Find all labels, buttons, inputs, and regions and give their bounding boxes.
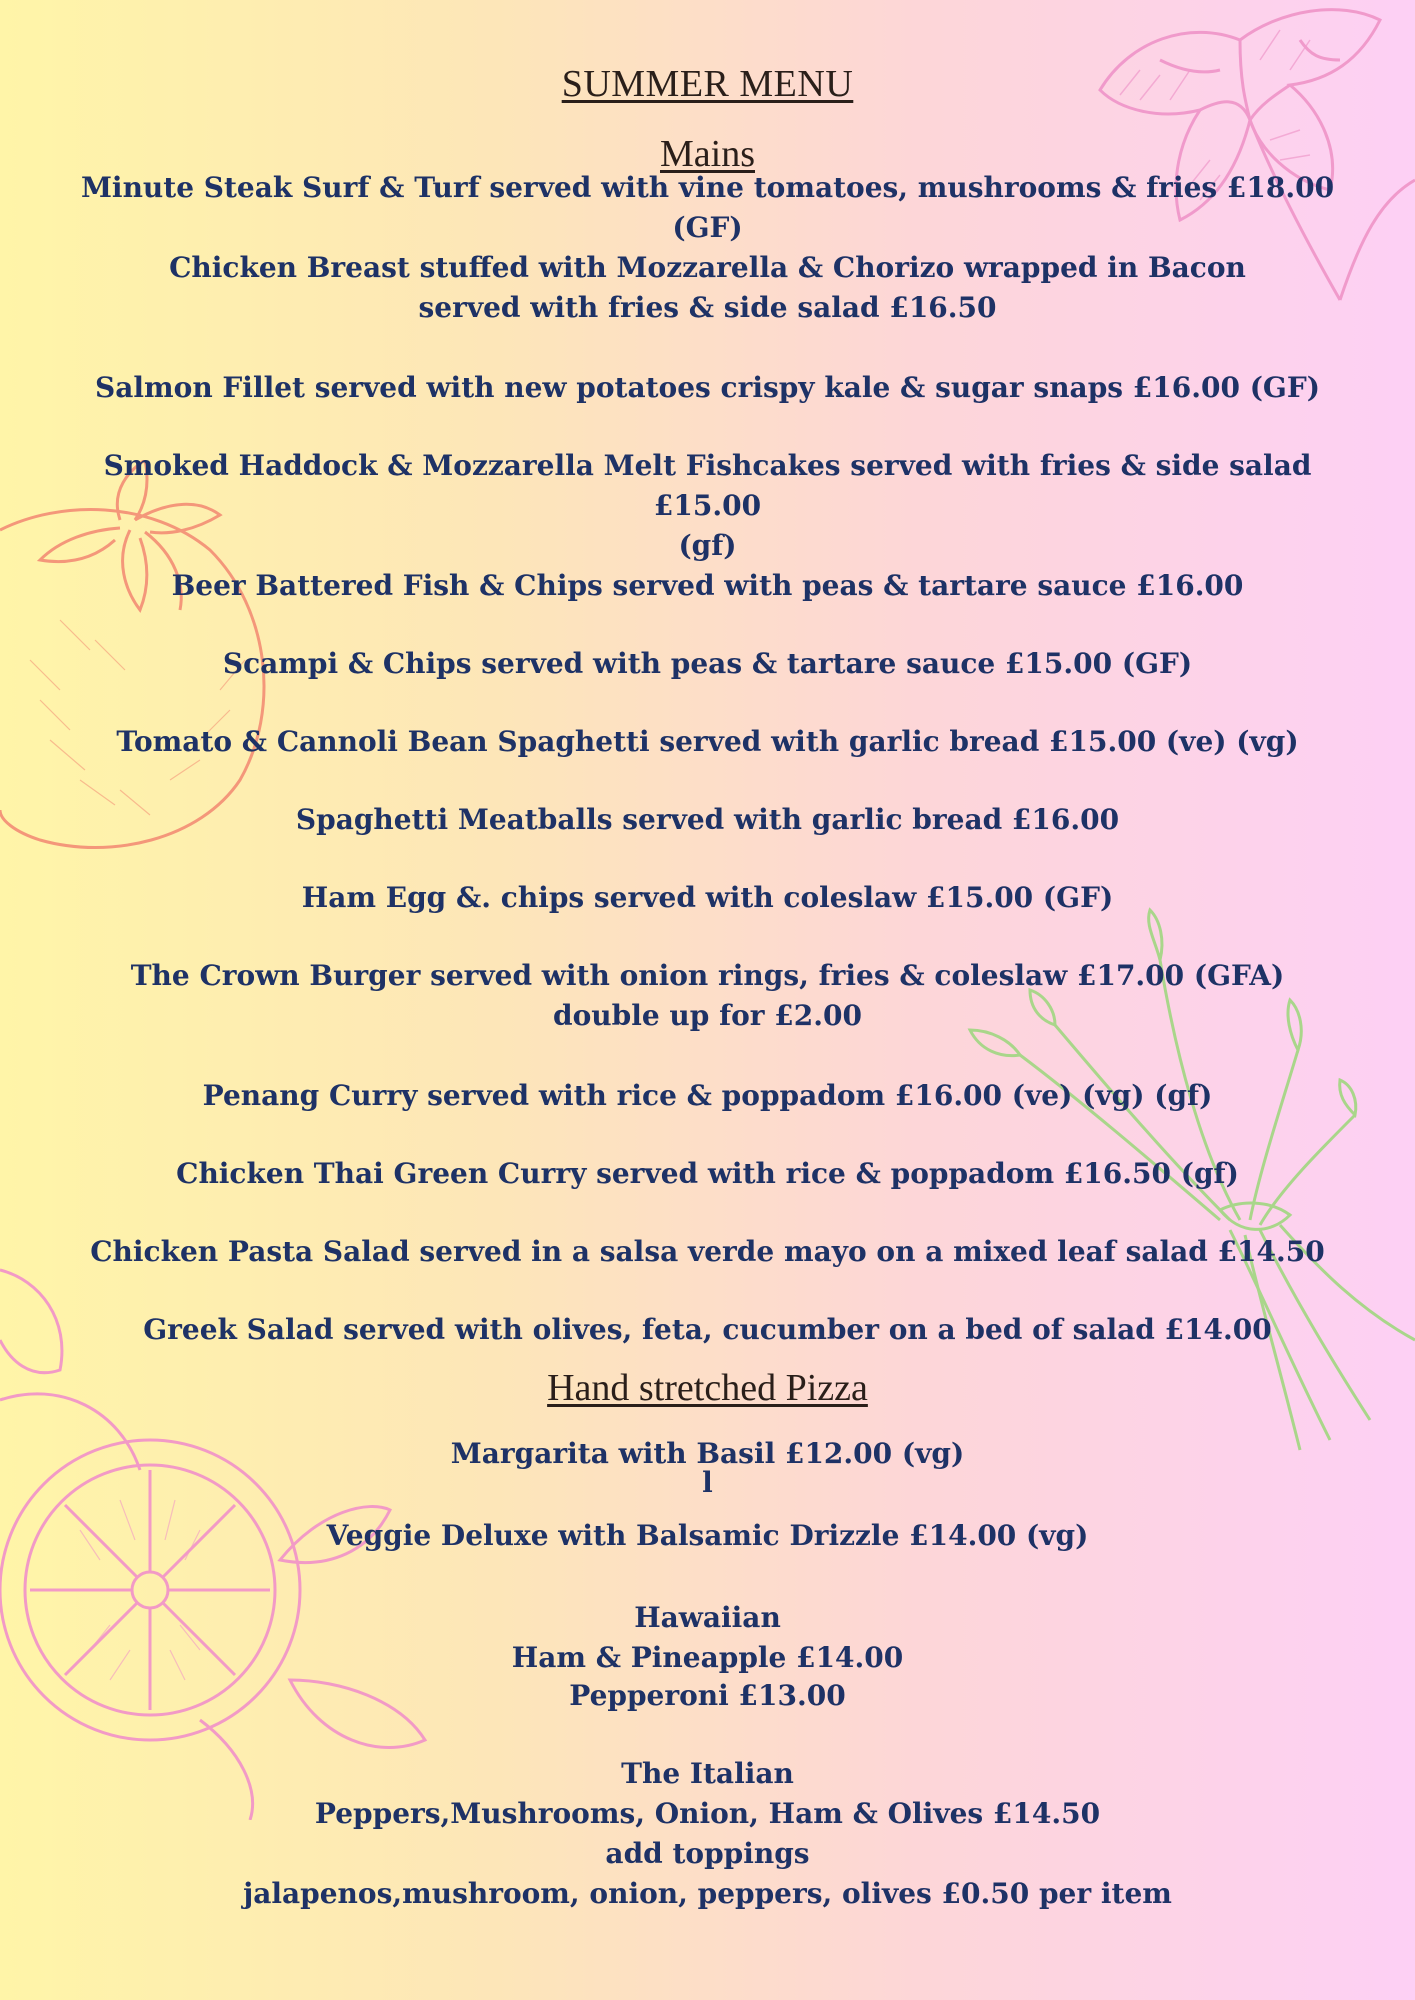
menu-item-line: Smoked Haddock & Mozzarella Melt Fishcakes served with fries & side salad £15.00	[103, 449, 1312, 522]
menu-item-line: Penang Curry served with rice & poppadom £16.00 (ve) (vg) (gf)	[202, 1079, 1213, 1112]
pizza-heading: Hand stretched Pizza	[547, 1367, 868, 1409]
menu-item-line: Salmon Fillet served with new potatoes crispy kale & sugar snaps £16.00 (GF)	[95, 371, 1320, 404]
menu-item-line: Chicken Thai Green Curry served with rice & poppadom £16.50 (gf)	[176, 1157, 1239, 1190]
menu-item	[60, 644, 1355, 684]
menu-item-line: Chicken Pasta Salad served in a salsa verde mayo on a mixed leaf salad £14.50	[90, 1235, 1325, 1268]
menu-item-line: Ham Egg &. chips served with coleslaw £15.00 (GF)	[301, 881, 1114, 914]
menu-item	[60, 566, 1355, 606]
pizza-item-line: Peppers,Mushrooms, Onion, Ham & Olives £14.50	[314, 1797, 1101, 1830]
menu-item	[60, 1154, 1355, 1194]
mains-heading: Mains	[660, 133, 755, 175]
pizza-item-line: jalapenos,mushroom, onion, peppers, olives £0.50 per item	[243, 1877, 1172, 1910]
pizza-item-line: l	[702, 1466, 713, 1499]
menu-item-line: (gf)	[678, 529, 737, 562]
menu-item-line: The Crown Burger served with onion rings, fries & coleslaw £17.00 (GFA)	[130, 959, 1285, 992]
menu-item	[60, 168, 1355, 248]
pizza-item	[60, 1434, 1355, 1499]
menu-item	[60, 1310, 1355, 1350]
menu-item	[60, 1232, 1355, 1272]
menu-item	[60, 248, 1355, 328]
menu-item-line: Spaghetti Meatballs served with garlic bread £16.00	[295, 803, 1120, 836]
pizza-item	[60, 1754, 1355, 1914]
pizza-item-line: The Italian	[621, 1757, 794, 1790]
pizza-item-line: Veggie Deluxe with Balsamic Drizzle £14.00 (vg)	[326, 1519, 1089, 1552]
pizza-item-line: add toppings	[605, 1837, 810, 1870]
menu-item	[60, 878, 1355, 918]
menu-item-line: double up for £2.00	[553, 999, 862, 1032]
menu-item	[60, 446, 1355, 566]
menu-item	[60, 956, 1355, 1036]
pizza-item-line: Ham & Pineapple £14.00	[511, 1641, 904, 1674]
menu-item	[60, 1076, 1355, 1116]
pizza-item	[60, 1516, 1355, 1556]
menu-item	[60, 368, 1355, 408]
menu-item-line: Minute Steak Surf & Turf served with vine tomatoes, mushrooms & fries £18.00 (GF)	[80, 171, 1335, 244]
pizza-item	[60, 1598, 1355, 1678]
menu-item-line: Scampi & Chips served with peas & tartare sauce £15.00 (GF)	[222, 647, 1193, 680]
pizza-item-line: Hawaiian	[634, 1601, 781, 1634]
menu-item-line: Greek Salad served with olives, feta, cucumber on a bed of salad £14.00	[143, 1313, 1272, 1346]
menu-item-line: Beer Battered Fish & Chips served with peas & tartare sauce £16.00	[171, 569, 1244, 602]
pizza-item-line: Margarita with Basil £12.00 (vg)	[450, 1437, 965, 1470]
pizza-item-line: Pepperoni £13.00	[569, 1679, 846, 1712]
menu-item-line: Tomato & Cannoli Bean Spaghetti served with garlic bread £15.00 (ve) (vg)	[116, 725, 1299, 758]
menu-item-line: Chicken Breast stuffed with Mozzarella & Chorizo wrapped in Bacon	[169, 251, 1246, 284]
menu-item-line: served with fries & side salad £16.50	[418, 291, 997, 324]
menu-item	[60, 722, 1355, 762]
menu-item	[60, 800, 1355, 840]
pizza-item	[60, 1676, 1355, 1716]
menu-title: SUMMER MENU	[561, 63, 854, 105]
